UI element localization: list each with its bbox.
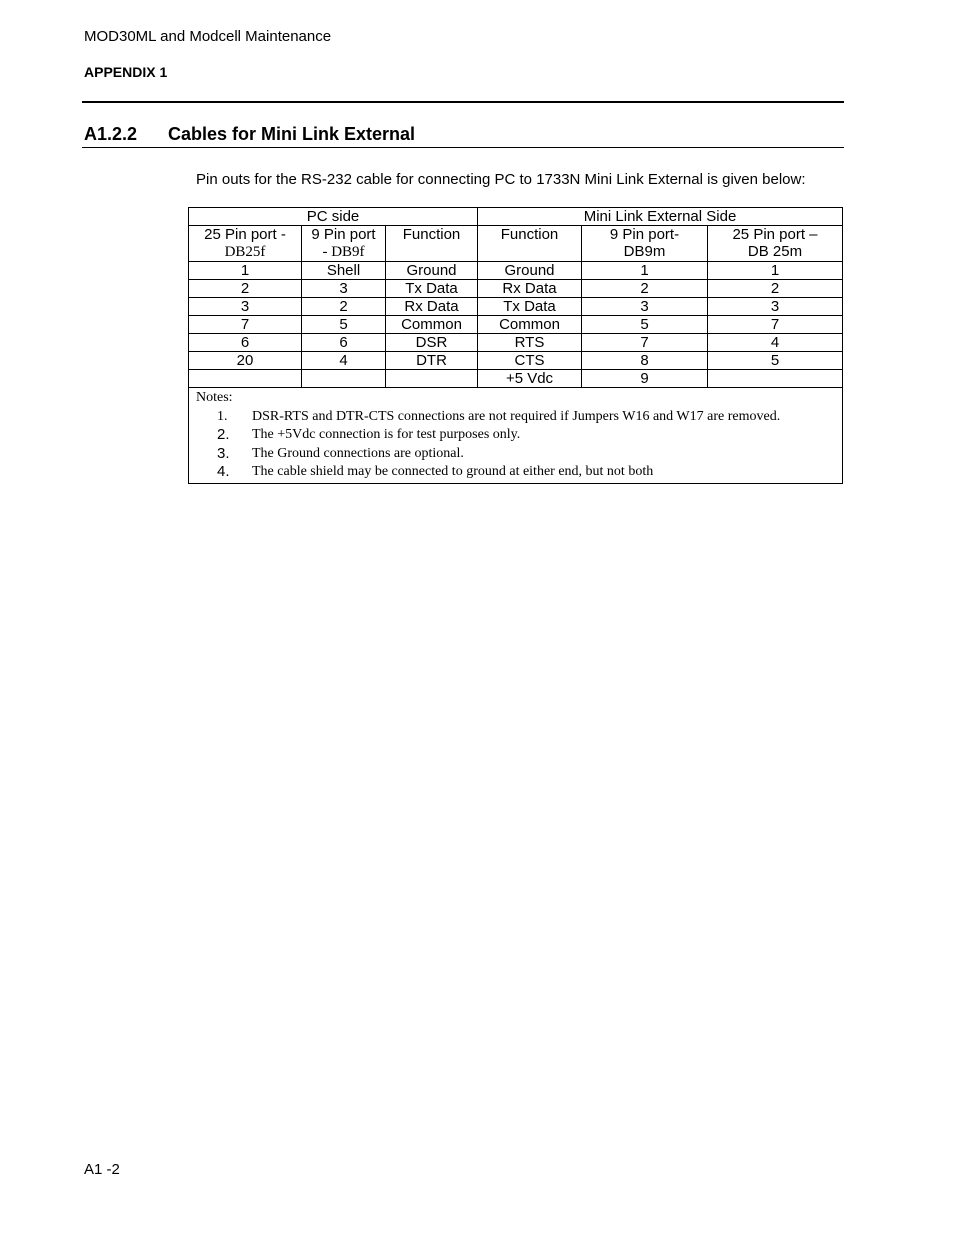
table-cell: 3 — [189, 298, 302, 316]
column-header — [189, 226, 302, 262]
table-cell: 6 — [302, 334, 386, 352]
header-divider — [82, 101, 844, 103]
notes-label: Notes: — [196, 390, 233, 405]
note-item — [196, 408, 834, 427]
column-header-line1: 25 Pin port – — [732, 226, 818, 243]
note-number: 1. — [217, 408, 228, 424]
table-cell: DTR — [386, 352, 478, 370]
section-number: A1.2.2 — [84, 124, 138, 144]
section-divider — [82, 147, 844, 148]
table-cell: 3 — [708, 298, 843, 316]
column-header-line2: DB 25m — [747, 243, 803, 260]
table-cell: 3 — [302, 280, 386, 298]
table-cell — [189, 370, 302, 388]
column-header — [708, 226, 843, 262]
table-row — [189, 316, 843, 334]
note-number: 4. — [217, 463, 230, 480]
note-text: The Ground connections are optional. — [252, 445, 464, 461]
table-cell: CTS — [478, 352, 582, 370]
column-header-row — [189, 226, 843, 262]
column-header — [582, 226, 708, 262]
column-header-line1: Function — [402, 226, 461, 243]
table-cell: 4 — [302, 352, 386, 370]
table-cell: 7 — [582, 334, 708, 352]
pinout-table — [188, 207, 843, 484]
note-item — [196, 445, 834, 464]
table-cell: 2 — [708, 280, 843, 298]
note-text: DSR-RTS and DTR-CTS connections are not required if Jumpers W16 and W17 are removed. — [252, 408, 781, 424]
table-cell: Tx Data — [386, 280, 478, 298]
note-text: The +5Vdc connection is for test purposes only. — [252, 427, 521, 442]
table-cell: 9 — [582, 370, 708, 388]
table-cell: 4 — [708, 334, 843, 352]
table-cell: Rx Data — [386, 298, 478, 316]
column-header-line1: Function — [500, 226, 559, 243]
appendix-heading: APPENDIX 1 — [84, 64, 168, 80]
table-cell: 5 — [302, 316, 386, 334]
table-cell: 2 — [189, 280, 302, 298]
page-number: A1 -2 — [84, 1161, 120, 1178]
table-cell: Ground — [478, 262, 582, 280]
table-cell — [708, 370, 843, 388]
note-number: 3. — [217, 444, 230, 462]
table-cell: 5 — [582, 316, 708, 334]
table-row — [189, 334, 843, 352]
table-cell: RTS — [478, 334, 582, 352]
table-cell: Ground — [386, 262, 478, 280]
table-row — [189, 262, 843, 280]
table-cell: Common — [386, 316, 478, 334]
column-header-line2: - DB9f — [322, 244, 365, 260]
notes-row — [189, 388, 843, 484]
table-row — [189, 280, 843, 298]
table-cell: DSR — [386, 334, 478, 352]
column-header-line1: 25 Pin port - — [204, 226, 286, 243]
table-cell: Rx Data — [478, 280, 582, 298]
table-cell: Common — [478, 316, 582, 334]
section-title: Cables for Mini Link External — [168, 124, 416, 144]
note-text: The cable shield may be connected to ground at either end, but not both — [252, 464, 654, 479]
column-header — [478, 226, 582, 262]
column-header-line1: 9 Pin port- — [609, 226, 680, 243]
table-cell: 7 — [189, 316, 302, 334]
column-header — [386, 226, 478, 262]
table-cell: 1 — [189, 262, 302, 280]
pin-rows — [189, 262, 843, 388]
table-cell: 2 — [302, 298, 386, 316]
column-header-line1: 9 Pin port — [311, 226, 376, 243]
intro-paragraph: Pin outs for the RS-232 cable for connecting PC to 1733N Mini Link External is given below: — [196, 171, 806, 188]
table-cell: 5 — [708, 352, 843, 370]
pc-side-header: PC side — [189, 208, 478, 226]
table-cell: +5 Vdc — [478, 370, 582, 388]
table-cell: 7 — [708, 316, 843, 334]
table-cell: 1 — [708, 262, 843, 280]
table-cell: 3 — [582, 298, 708, 316]
mini-link-side-header: Mini Link External Side — [478, 208, 843, 226]
table-cell: 1 — [582, 262, 708, 280]
table-cell: Tx Data — [478, 298, 582, 316]
table-row — [189, 298, 843, 316]
column-header-line2: DB25f — [224, 244, 266, 260]
table-row — [189, 370, 843, 388]
table-cell: 2 — [582, 280, 708, 298]
table-cell: 8 — [582, 352, 708, 370]
table-cell: 6 — [189, 334, 302, 352]
table-cell: Shell — [302, 262, 386, 280]
table-row — [189, 352, 843, 370]
document-title: MOD30ML and Modcell Maintenance — [84, 28, 332, 45]
note-number: 2. — [217, 426, 230, 443]
notes-cell — [189, 388, 843, 484]
table-cell — [386, 370, 478, 388]
note-item — [196, 463, 834, 482]
section-heading — [84, 124, 415, 145]
column-header-line2: DB9m — [623, 243, 666, 260]
group-header-row — [189, 208, 843, 226]
table-cell — [302, 370, 386, 388]
table-cell: 20 — [189, 352, 302, 370]
note-item — [196, 426, 834, 445]
column-header — [302, 226, 386, 262]
